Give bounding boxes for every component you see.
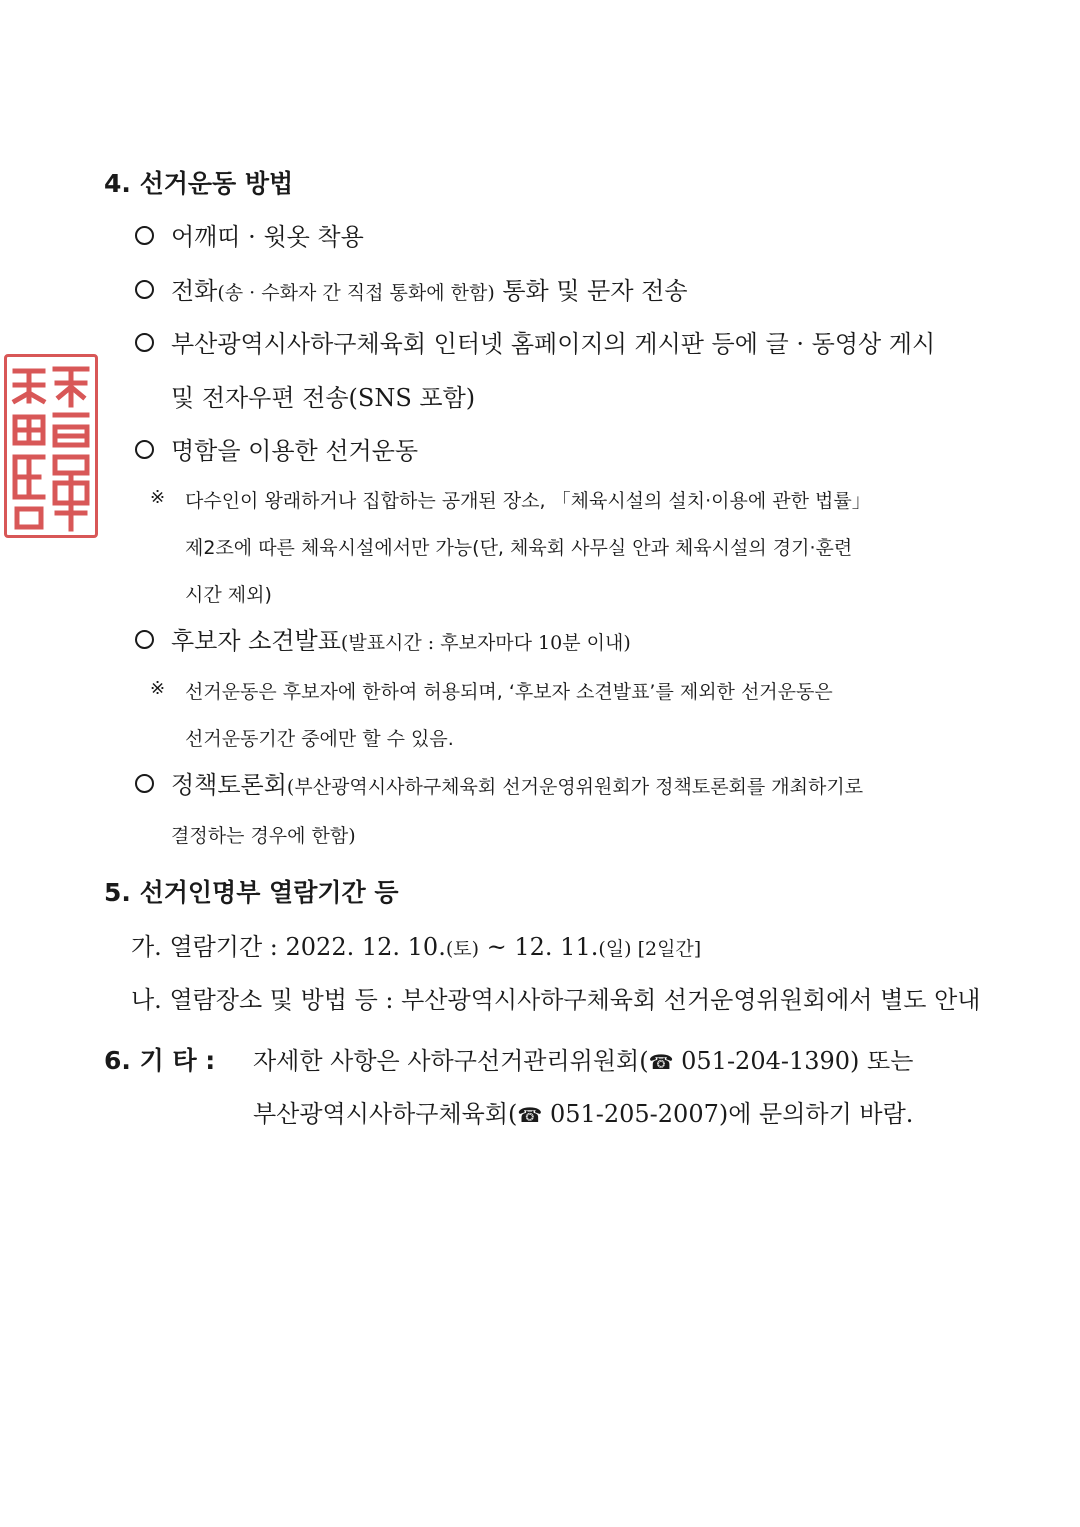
official-seal-stamp xyxy=(4,354,98,538)
phone-icon: ☎ xyxy=(648,1050,674,1074)
list-item: 나. 열람장소 및 방법 등 : 부산광역시사하구체육회 선거운영위원회에서 별도 안내 xyxy=(131,986,981,1014)
list-item xyxy=(171,271,688,306)
contact-line xyxy=(253,1094,913,1129)
item-note: (일) [2일간] xyxy=(598,938,702,960)
item-note: (토) xyxy=(445,938,480,960)
circle-bullet-icon xyxy=(135,774,154,793)
item-text: 전화 xyxy=(171,277,218,305)
circle-bullet-icon xyxy=(135,333,154,352)
circle-bullet-icon xyxy=(135,280,154,299)
list-item xyxy=(131,927,701,962)
item-text: 정책토론회 xyxy=(171,771,287,799)
section-4-title: 4. 선거운동 방법 xyxy=(104,169,294,198)
note-text: 선거운동은 후보자에 한하여 허용되며, ‘후보자 소견발표’를 제외한 선거운동은 xyxy=(185,681,833,703)
item-text: 자세한 사항은 사하구선거관리위원회( xyxy=(253,1047,649,1075)
item-note: (발표시간 : 후보자마다 10분 이내) xyxy=(340,632,631,654)
item-text: 후보자 소견발표 xyxy=(171,627,341,655)
item-text: 051-205-2007)에 문의하기 바람. xyxy=(542,1100,914,1128)
note-mark: ※ xyxy=(150,678,166,699)
contact-line xyxy=(253,1041,913,1076)
item-text: 통화 및 문자 전송 xyxy=(494,277,688,305)
section-5-title: 5. 선거인명부 열람기간 등 xyxy=(104,878,399,907)
circle-bullet-icon xyxy=(135,630,154,649)
list-item-continued: 및 전자우편 전송(SNS 포함) xyxy=(171,384,476,412)
item-text: 부산광역시사하구체육회( xyxy=(253,1100,518,1128)
note-mark: ※ xyxy=(150,487,166,508)
item-text: 051-204-1390) 또는 xyxy=(673,1047,914,1075)
list-item: 부산광역시사하구체육회 인터넷 홈페이지의 게시판 등에 글 · 동영상 게시 xyxy=(171,330,936,358)
phone-icon: ☎ xyxy=(517,1103,543,1127)
list-item: 어깨띠 · 윗옷 착용 xyxy=(171,223,364,251)
list-item: 명함을 이용한 선거운동 xyxy=(171,437,419,465)
section-6-label: 6. 기 타 : xyxy=(104,1046,216,1075)
item-note: (부산광역시사하구체육회 선거운영위원회가 정책토론회를 개최하기로 xyxy=(286,776,864,798)
note-text: 제2조에 따른 체육시설에서만 가능(단, 체육회 사무실 안과 체육시설의 경기·훈련 xyxy=(185,537,853,559)
list-item-continued: 결정하는 경우에 한함) xyxy=(171,825,356,847)
item-text: ~ 12. 11. xyxy=(479,933,599,961)
note-text: 다수인이 왕래하거나 집합하는 공개된 장소, 「체육시설의 설치·이용에 관한 법률」 xyxy=(185,490,871,512)
circle-bullet-icon xyxy=(135,440,154,459)
circle-bullet-icon xyxy=(135,226,154,245)
note-text: 선거운동기간 중에만 할 수 있음. xyxy=(185,728,454,750)
item-text: 가. 열람기간 : 2022. 12. 10. xyxy=(131,933,446,961)
item-note: (송 · 수화자 간 직접 통화에 한함) xyxy=(217,282,495,304)
list-item xyxy=(171,621,631,656)
note-text: 시간 제외) xyxy=(185,584,272,606)
list-item xyxy=(171,765,863,800)
